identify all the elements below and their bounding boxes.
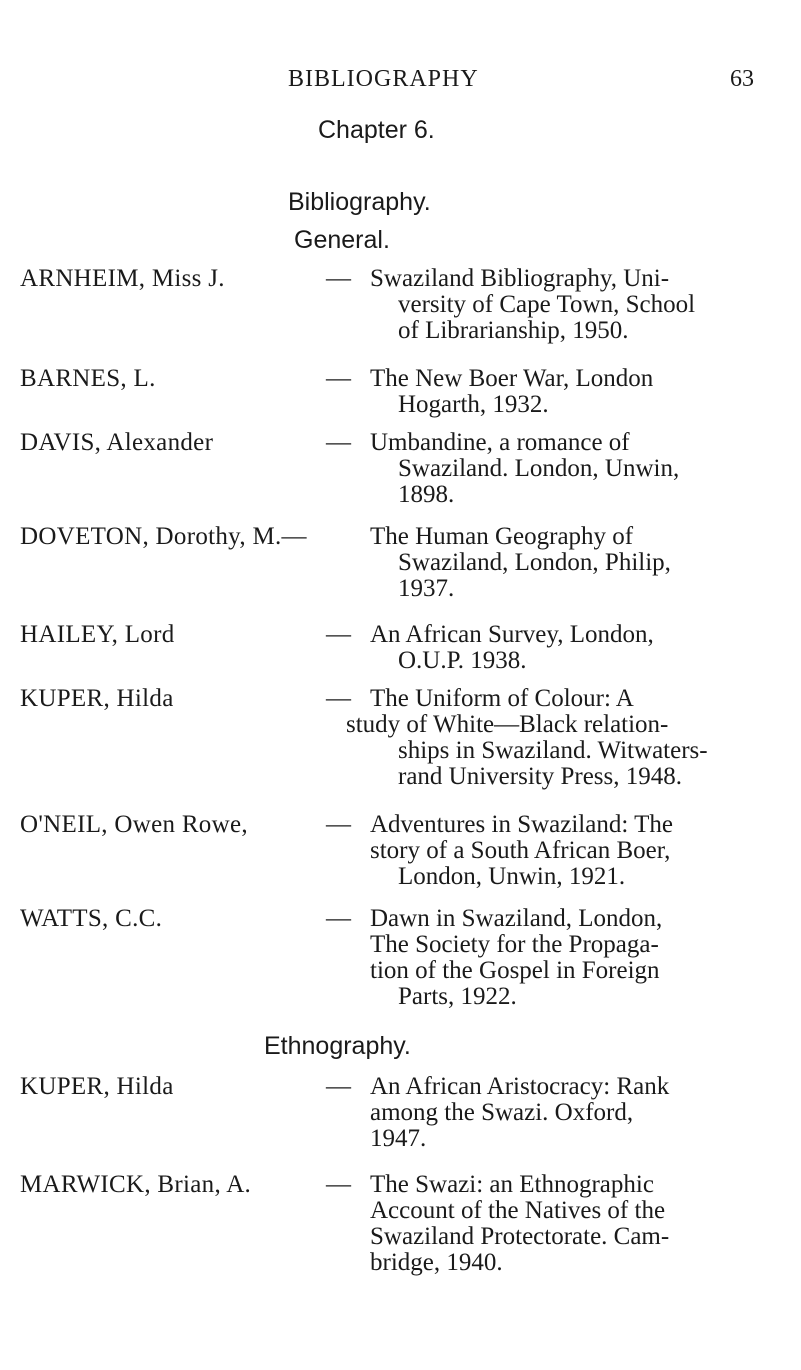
entry-line: O.U.P. 1938.	[398, 647, 527, 674]
entry-description	[370, 266, 765, 344]
entry-line: Swaziland Bibliography, Uni-	[370, 265, 670, 292]
entry-dash: —	[326, 265, 351, 292]
general-heading: General.	[294, 226, 390, 254]
entry-description	[370, 430, 765, 508]
entry-author: ARNHEIM, Miss J.	[20, 265, 225, 292]
entry-dash: —	[326, 621, 351, 648]
entry-line: among the Swazi. Oxford,	[370, 1099, 634, 1126]
entry-dash: —	[326, 429, 351, 456]
chapter-heading: Chapter 6.	[318, 116, 435, 144]
entry-line: versity of Cape Town, School	[398, 291, 696, 318]
entry-description	[370, 906, 765, 1010]
entry-line: 1947.	[370, 1125, 427, 1152]
entry-line: tion of the Gospel in Foreign	[370, 957, 660, 984]
page-number: 63	[730, 66, 754, 92]
entry-author: KUPER, Hilda	[20, 685, 174, 712]
entry-dash: —	[326, 905, 351, 932]
entry-line: story of a South African Boer,	[370, 837, 671, 864]
entry-author: DOVETON, Dorothy, M.—	[20, 523, 307, 550]
entry-description	[370, 1172, 765, 1276]
entry-description	[370, 524, 765, 602]
entry-line: Swaziland, London, Philip,	[398, 549, 671, 576]
entry-author: MARWICK, Brian, A.	[20, 1171, 252, 1198]
entry-line: Adventures in Swaziland: The	[370, 811, 673, 838]
entry-line: An African Aristocracy: Rank	[370, 1073, 670, 1100]
entry-dash: —	[326, 685, 351, 712]
entry-dash: —	[326, 365, 351, 392]
entry-line: of Librarianship, 1950.	[398, 317, 629, 344]
entry-line: 1937.	[398, 575, 455, 602]
entry-line: Parts, 1922.	[398, 983, 517, 1010]
running-header: BIBLIOGRAPHY	[288, 66, 479, 92]
entry-author: KUPER, Hilda	[20, 1073, 174, 1100]
entry-line: London, Unwin, 1921.	[398, 863, 626, 890]
entry-line: Dawn in Swaziland, London,	[370, 905, 663, 932]
entry-author: O'NEIL, Owen Rowe,	[20, 811, 248, 838]
entry-author: BARNES, L.	[20, 365, 156, 392]
entry-dash: —	[326, 811, 351, 838]
entry-line: The Human Geography of	[370, 523, 634, 550]
entry-line: bridge, 1940.	[370, 1249, 503, 1276]
entry-description	[370, 812, 765, 890]
entry-line: The Swazi: an Ethnographic	[370, 1171, 654, 1198]
entry-description	[370, 366, 765, 418]
entry-line: The Society for the Propaga-	[370, 931, 659, 958]
entry-line: Swaziland Protectorate. Cam-	[370, 1223, 670, 1250]
entry-author: HAILEY, Lord	[20, 621, 175, 648]
entry-line: Swaziland. London, Unwin,	[398, 455, 680, 482]
entry-dash: —	[326, 1171, 351, 1198]
section-title: Bibliography.	[288, 188, 431, 216]
entry-line: 1898.	[398, 481, 455, 508]
entry-description	[370, 622, 765, 674]
entry-line: ships in Swaziland. Witwaters-	[398, 737, 708, 764]
entry-author: DAVIS, Alexander	[20, 429, 214, 456]
entry-line: study of White—Black relation-	[346, 711, 669, 738]
entry-description	[370, 1074, 765, 1152]
entry-line: Umbandine, a romance of	[370, 429, 630, 456]
entry-line: The New Boer War, London	[370, 365, 654, 392]
ethnography-heading: Ethnography.	[264, 1032, 411, 1060]
entry-author: WATTS, C.C.	[20, 905, 163, 932]
entry-dash: —	[326, 1073, 351, 1100]
entry-line: The Uniform of Colour: A	[370, 685, 634, 712]
entry-line: An African Survey, London,	[370, 621, 654, 648]
entry-description	[346, 685, 765, 790]
entry-line: rand University Press, 1948.	[398, 763, 682, 790]
entry-line: Account of the Natives of the	[370, 1197, 666, 1224]
entry-line: Hogarth, 1932.	[398, 391, 549, 418]
